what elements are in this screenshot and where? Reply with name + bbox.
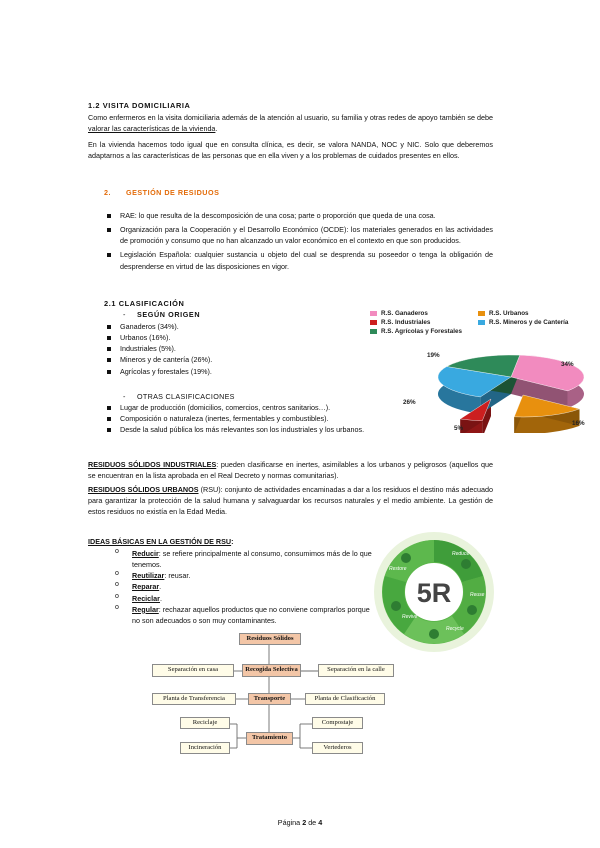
text: . bbox=[159, 582, 162, 592]
label-reuse: Reuse bbox=[470, 592, 485, 598]
term: Reutilizar bbox=[132, 571, 165, 581]
text: : se refiere principalmente al consumo, consumimos más de lo que tenemos. bbox=[132, 549, 372, 570]
text: : rechazar aquellos productos que no conviene comprarlos porque no son adecuados o son muy contaminantes. bbox=[132, 604, 370, 625]
center-label: 5R bbox=[416, 578, 452, 608]
paragraph-urbanos bbox=[88, 484, 493, 517]
origin-dash: - bbox=[123, 310, 126, 319]
leaf-icon bbox=[401, 553, 411, 563]
text: . bbox=[215, 124, 218, 134]
list-item bbox=[88, 570, 374, 581]
list-item: Mineros y de cantería (26%). bbox=[107, 354, 337, 365]
section-title-gestion: GESTIÓN DE RESIDUOS bbox=[126, 188, 220, 197]
flow-residuos-solidos: Residuos Sólidos bbox=[239, 633, 301, 645]
legend-label: R.S. Urbanos bbox=[489, 310, 529, 317]
label-reduce: Reduce bbox=[452, 551, 470, 557]
page-footer bbox=[0, 817, 600, 828]
other-list bbox=[107, 402, 369, 435]
footer-label: Página bbox=[277, 818, 301, 827]
page-total: 4 bbox=[318, 818, 323, 827]
ideas-title bbox=[88, 536, 234, 547]
label-recycle: Recycle bbox=[446, 626, 464, 632]
flow-incineracion: Incineración bbox=[180, 742, 230, 754]
flow-compostaje: Compostaje bbox=[312, 717, 363, 729]
paragraph-visita-2: En la vivienda hacemos todo igual que en consulta clínica, es decir, se valora NANDA, NOC y NIC. Solo que deberemos adaptarnos a las características de las personas que en ella viven y a los problemas de cuidados presentes en ellos. bbox=[88, 140, 493, 161]
legend-label: R.S. Ganaderos bbox=[381, 310, 428, 317]
flow-separacion-casa: Separación en casa bbox=[152, 664, 234, 677]
paragraph-visita-1 bbox=[88, 112, 493, 134]
flow-reciclaje: Reciclaje bbox=[180, 717, 230, 729]
other-dash: - bbox=[123, 392, 126, 401]
paragraph-industriales bbox=[88, 459, 493, 481]
text: : reusar. bbox=[164, 571, 191, 581]
term: Reparar bbox=[132, 582, 160, 592]
legend-label: R.S. Agrícolas y Forestales bbox=[381, 328, 462, 335]
list-item: Legislación Española: cualquier sustancia u objeto del cual se desprenda su poseedor o tenga la obligación de desprenderse en virtud de las disposiciones en vigor. bbox=[107, 249, 493, 271]
term: Reducir bbox=[132, 549, 159, 558]
list-item: RAE: lo que resulta de la descomposición de una cosa; parte o proporción que queda de una cosa. bbox=[107, 210, 493, 221]
text: : pueden clasificarse en inertes, asimilables a los urbanos y peligrosos (aquellos que se encuentran en la lista aprobada en el Real Decreto y normas comunitarias). bbox=[88, 460, 493, 481]
leaf-icon bbox=[461, 559, 471, 569]
waste-origin-chart bbox=[366, 303, 596, 433]
flow-recogida-selectiva: Recogida Selectiva bbox=[242, 664, 301, 677]
list-item: Composición o naturaleza (inertes, fermentables y combustibles). bbox=[107, 413, 369, 424]
list-item bbox=[88, 548, 374, 570]
term: Reciclar bbox=[132, 593, 160, 603]
flow-vertederos: Vertederos bbox=[312, 742, 363, 754]
page-number: 2 bbox=[302, 818, 307, 827]
legend-label: R.S. Industriales bbox=[381, 319, 431, 326]
flow-tratamiento: Tratamiento bbox=[246, 732, 293, 745]
ideas-title-text: IDEAS BÁSICAS EN LA GESTIÓN DE RSU bbox=[88, 537, 232, 546]
legend-label: R.S. Mineros y de Cantería bbox=[489, 319, 569, 326]
leaf-icon bbox=[391, 601, 401, 611]
list-item: Organización para la Cooperación y el Desarrollo Económico (OCDE): los materiales generados en las actividades de promoción y consumo que no han alcanzado un valor económico en el contexto en que son producidos. bbox=[107, 224, 493, 246]
text: Como enfermeros en la visita domiciliaria además de la atención al usuario, su familia y otras redes de apoyo también se debe bbox=[88, 113, 493, 122]
text: . bbox=[159, 593, 162, 603]
pie-chart bbox=[366, 303, 596, 433]
text: : bbox=[231, 537, 234, 546]
text: (RSU): conjunto de actividades encaminadas a dar a los residuos el destino más adecuado para garantizar la protección de la salud humana y salvaguardar los recursos naturales y el medio ambiente. La gestión de estos residuos no existía en la Edad Media. bbox=[88, 485, 493, 517]
list-item: Ganaderos (34%). bbox=[107, 321, 337, 332]
list-item: Industriales (5%). bbox=[107, 343, 337, 354]
origin-list bbox=[107, 321, 337, 377]
list-item: Urbanos (16%). bbox=[107, 332, 337, 343]
flow-separacion-calle: Separación en la calle bbox=[318, 664, 394, 677]
other-title: OTRAS CLASIFICACIONES bbox=[137, 392, 235, 401]
flow-planta-clasificacion: Planta de Clasificación bbox=[305, 693, 385, 705]
list-item bbox=[88, 604, 374, 626]
list-item: Desde la salud pública los más relevantes son los industriales y los urbanos. bbox=[107, 424, 369, 435]
ideas-list bbox=[88, 548, 374, 626]
footer-label: de bbox=[308, 818, 317, 827]
list-item bbox=[88, 581, 374, 592]
flow-planta-transferencia: Planta de Transferencia bbox=[152, 693, 236, 705]
leaf-icon bbox=[467, 605, 477, 615]
pie-data-label: 5% bbox=[454, 425, 464, 432]
term: RESIDUOS SÓLIDOS URBANOS bbox=[88, 485, 199, 494]
section-title-clasificacion: 2.1 CLASIFICACIÓN bbox=[104, 299, 185, 308]
label-restore: Restore bbox=[389, 566, 407, 572]
underlined-text: valorar las características de la vivienda bbox=[88, 124, 216, 134]
definitions-list bbox=[107, 210, 493, 272]
label-revive: Revive bbox=[402, 614, 418, 620]
pie-data-label: 26% bbox=[403, 399, 416, 406]
pie-data-label: 16% bbox=[572, 420, 585, 427]
section-title-visita: 1.2 VISITA DOMICILIARIA bbox=[88, 101, 191, 110]
list-item: Lugar de producción (domicilios, comercios, centros sanitarios…). bbox=[107, 402, 369, 413]
term: RESIDUOS SÓLIDOS INDUSTRIALES bbox=[88, 460, 217, 469]
leaf-icon bbox=[429, 629, 439, 639]
term: Regular bbox=[132, 604, 159, 614]
list-item: Agrícolas y forestales (19%). bbox=[107, 366, 337, 377]
section-number: 2. bbox=[104, 188, 111, 197]
pie-data-label: 19% bbox=[427, 352, 440, 359]
list-item bbox=[88, 593, 374, 604]
flow-transporte: Transporte bbox=[248, 693, 291, 705]
pie-data-label: 34% bbox=[561, 361, 574, 368]
origin-title: SEGÚN ORIGEN bbox=[137, 310, 201, 319]
